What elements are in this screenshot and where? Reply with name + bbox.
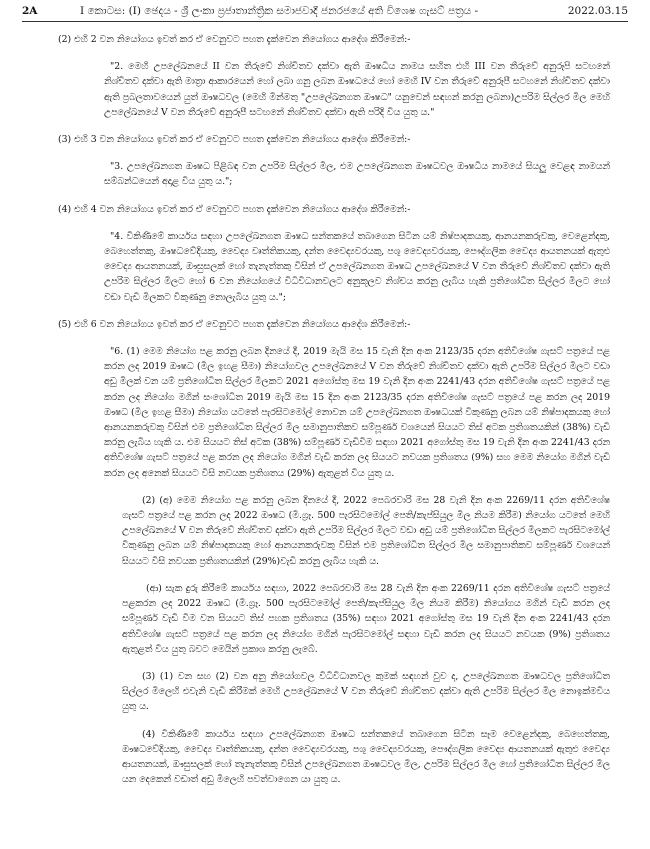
clause-3-heading: (3) එහි 3 වන නියෝගය ඉවත් කර ඒ වෙනුවට පහත දැක්වෙන නියෝගය ආදේශ කිරීමෙන්:-: [58, 134, 411, 146]
regulation-6-2b-text: (ආ) සැක දුරු කිරීමේ කාර්යය සඳහා, 2022 පෙබරවාරි මස 28 වැනි දින අංක 2269/11 දරන අතිවිශේෂ ගැසට් පත්‍රයේ පළකරන ලද 2022 ඖෂධ (මි.ග්‍රෑ. 500 පැරසිටමෝල් පෙති/කැප්සියුල මිල නියම කිරීම) නියෝගය මගින් වැඩි කරන ලද සම්පූර්ණ වැඩි වීම වන සියයට තිස් පහක ප්‍රතිශතය (35%) සඳහා 2021 අගෝස්තු මස 19 වැනි දින අංක 2241/43 දරන අතිවිශේෂ ගැසට් පත්‍රයේ පළ කරන ලද නියෝග මගින් පැරසිටමෝල් සඳහා වැඩි කරන ලද සියයට නවයක (9%) ප්‍රතිශතය ඇතුළත් විය යුතු බවට මෙයින් ප්‍රකාශ කරනු ලැබේ.: [122, 582, 610, 655]
document-body: [22, 32, 628, 787]
regulation-2-text: "2. මෙහි උපලේඛනයේ II වන තීරුවේ නිශ්චිතව දක්වා ඇති ඖෂධීය නාමය සහිත එහි III වන තීරුවේ අනුරූපි සටහනේ නිශ්චිතව දක්වා ඇති මාත්‍රා ආකාරයෙන් හෝ ලබා ගනු ලබන ඖෂධයේ හෝ මෙහි IV වන තීරුවේ අනුරූපී සටහනේ නිශ්චිතව දක්වා ඇති ප්‍රබලතාවයෙන් යුත් ඖෂධවල (මෙහි මින්මතු "උපලේඛනගත ඖෂධ" යනුවෙන් සඳහන් කරනු ලබනා)උපරිම සිල්ලර මිල මෙහි උපලේඛනයේ V වන තීරුවේ අනුරූපී සටහනේ නිශ්චිතව දක්වා ඇති පරිදි විය යුතු ය.": [104, 61, 610, 118]
regulation-6-3-text: (3) (1) වන සහ (2) වන අනු නියෝගවල විධිවිධානවල කුමක් සඳහන් වුව ද, උපලේඛනගත ඖෂධවල ප්‍රතිශෝධිත සිල්ලර මිලෙහි එවැනි වැඩි කිරීමක් මෙහි උපලේඛනයේ V වන තීරුවේ නිශ්චිතව දක්වා ඇති උපරිම සිල්ලර මිල නොඉක්මවිය යුතු ය.: [122, 670, 610, 713]
clause-5-heading: (5) එහි 6 වන නියෝගය ඉවත් කර ඒ වෙනුවට පහත දැක්වෙන නියෝගය ආදේශ කිරීමෙන්:-: [58, 318, 411, 330]
regulation-6-2a-text: (2) (අ) මෙම නියෝග පළ කරනු ලබන දිනයේ දී, 2022 පෙබරවාරි මස 28 වැනි දින අංක 2269/11 දරන අතිවිශේෂ ගැසට් පත්‍රයේ පළ කරන ලද 2022 ඖෂධ (මි.ග්‍රෑ. 500 පැරසිටමෝල් පෙති/කැප්සියුල මිල නියම කිරීම) නියෝග යටතේ මෙහි උපලේඛනයේ V වන තීරුවේ නිශ්චිතව දක්වා ඇති උපරිම සිල්ලර මිලට වඩා අඩු යම් ප්‍රතිශෝධිත සිල්ලර මිලකට පැරසිටමෝල් විකුණනු ලබන යම් නිෂ්පාදකයකු හෝ ආනයනකරුවකු විසින් එම ප්‍රතිශෝධිත සිල්ලර මිල සමානුපාතිකව සම්පූර්ණ වශයෙන් සියයට විසි නවයක ප්‍රතිශතයකින් (29%)වැඩි කරනු ලැබිය හැකි ය.: [122, 494, 610, 567]
page-number: 2A: [22, 5, 38, 17]
regulation-3-text: "3. උපලේඛනගත ඖෂධ පිළිබඳ වන උපරිම සිල්ලර මිල, එම උපලේඛනගත ඖෂධවල ඖෂධීය නාමයේ සියලු වෙළඳ නාමයන් සම්බන්ධයෙන් අදාළ විය යුතු ය.";: [104, 161, 610, 188]
page-header: [22, 4, 628, 22]
regulation-4-text: "4. විකිණීමේ කාර්යය සඳහා උපලේඛනගත ඖෂධ සන්තකයේ තබාගෙන සිටින යම් නිෂ්පාදකයකු, ආනයනකරුවකු, වෙළෙන්දකු, බෙහෙත්තකු, ඖෂධවේදියකු, වෛද්‍ය වෘත්තිකයකු, දන්ත වෛද්‍යවරයකු, පශු වෛද්‍යවරයකු, පෞද්ගලික වෛද්‍ය ආයතනයක් ඇතුළු වෛද්‍ය ආයතනයක්, ඖසුසලක් හෝ තැනැත්තකු විසින් ඒ උපලේඛනගත ඖෂධ උපලේඛනයේ V වන තීරුවේ නිශ්චිතව දක්වා ඇති උපරිම සිල්ලර මිලට හෝ 6 වන නියෝගයේ විධිවිධානවලට අනුකූලව නිශ්චය කරනු ලැබිය හැකි ප්‍රතිශෝධිත සිල්ලර මිලට හෝ වඩා වැඩි මිලකට විකුණනු නොලැබිය යුතු ය.";: [104, 230, 610, 303]
regulation-6-1-text: "6. (1) මෙම නියෝග පළ කරනු ලබන දිනයේ දී, 2019 මැයි මස 15 වැනි දින අංක 2123/35 දරන අතිවිශේෂ ගැසට් පත්‍රයේ පළ කරන ලද 2019 ඖෂධ (මිල ඉහළ සීමා) නියෝගවල උපලේඛනයේ V වන තීරුවේ නිශ්චිතව දක්වා ඇති උපරිම සිල්ලර මිලට වඩා අඩු මිලක් වන යම් ප්‍රතිශෝධිත සිල්ලර මිලකට 2021 අගෝස්තු මස 19 වැනි දින අංක 2241/43 දරන අතිවිශේෂ ගැසට් පත්‍රයේ පළ කරන ලද නියෝග මගින් සංශෝධිත 2019 මැයි මස 15 දින අංක 2123/35 දරන අතිවිශේෂ ගැසට් පත්‍රයේ පළ කරන ලද 2019 ඖෂධ (මිල ඉහළ සීමා) නියෝග යටතේ පැරසිටමෝල් නොවන යම් උපලේඛනගත ඖෂධයක් විකුණනු ලබන යම් නිෂ්පාදකයකු හෝ ආනයනකරුවකු විසින් එම ප්‍රතිශෝධිත සිල්ලර මිල සමානුපාතිකව සම්පූර්ණ වශයෙන් සියයට තිස් අටක ප්‍රතිශතයකින් (38%) වැඩි කරනු ලැබිය හැකි ය. එම සියයට තිස් අටක (38%) සම්පූර්ණ වැඩිවීම සඳහා 2021 අගෝස්තු මස 19 වැනි දින අංක 2241/43 දරන අතිවිශේෂ ගැසට් පත්‍රයේ පළ කරන ලද නියෝග මගින් වැඩි කරන ලද සියයට නවයක ප්‍රතිශතය (9%) සහ මෙම නියෝග මගින් වැඩි කරන ලද අනෙක් සියයට විසි නවයක ප්‍රතිශතය (29%) ඇතුළත් විය යුතු ය.: [104, 346, 610, 479]
clause-4-heading: (4) එහි 4 වන නියෝගය ඉවත් කර ඒ වෙනුවට පහත දැක්වෙන නියෝගය ආදේශ කිරීමෙන්:-: [58, 203, 411, 215]
regulation-6-4-text: (4) විකිණීමේ කාර්යය සඳහා උපලේඛනගත ඖෂධ සන්තකයේ තබාගෙන සිටින සෑම වෙළෙන්දකු, බෙහෙත්තකු, ඖෂධවේදියකු, වෛද්‍ය වෘත්තිකයකු, දන්ත වෛද්‍යවරයකු, පශු වෛද්‍යවරයකු, පෞද්ගලික වෛද්‍ය ආයතනයක් ඇතුළු වෛද්‍ය ආයතනයක්, ඖසුසලක් හෝ තැනැත්තකු විසින් උපලේඛනගත ඖෂධවල මිල, උපරිම සිල්ලර මිල හෝ ප්‍රතිශෝධිත සිල්ලර මිල යන දෙකෙන් වඩාත් අඩු මිලෙහි පවත්වාගෙන යා යුතු ය.: [122, 728, 610, 786]
clause-2-heading: (2) එහි 2 වන නියෝගය ඉවත් කර ඒ වෙනුවට පහත දැක්වෙන නියෝගය ආදේශ කිරීමෙන්:-: [58, 34, 411, 45]
gazette-title: I කොටස: (I) ඡෙදය - ශ්‍රී ලංකා ප්‍රජාතාන්ත්‍රික සමාජවාදී ජනරජයේ අති විශෙෂ ගැසට් පත්‍රය -: [80, 5, 479, 17]
gazette-date: 2022.03.15: [567, 5, 628, 17]
